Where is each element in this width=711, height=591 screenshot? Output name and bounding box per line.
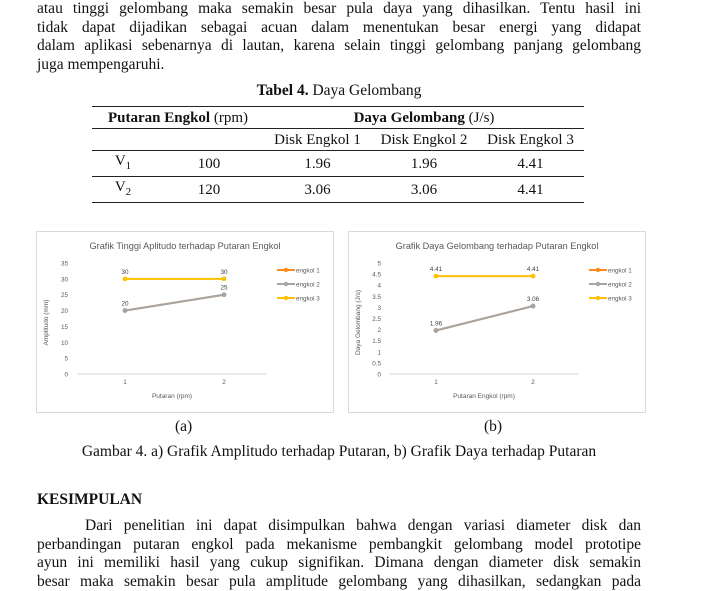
legend-entry: engkol 3 <box>608 295 632 303</box>
legend-marker <box>596 282 600 286</box>
data-point <box>222 292 227 297</box>
x-tick-label: 1 <box>123 379 127 386</box>
legend-entry: engkol 2 <box>296 281 320 289</box>
conclusion-line: ayun ini memiliki hasil yang cukup signifikan. Dimana dengan diameter disk semakin <box>37 554 641 572</box>
col-header-power-label: Daya Gelombang <box>353 109 465 126</box>
table-row <box>92 151 584 177</box>
legend-marker <box>596 268 600 272</box>
legend-entry: engkol 2 <box>608 281 632 289</box>
data-point <box>123 308 128 313</box>
table-cell: 1.96 <box>371 151 477 177</box>
table-cell: 4.41 <box>477 151 584 177</box>
data-point <box>434 328 439 333</box>
y-tick-label: 15 <box>60 323 68 331</box>
series-line-engkol-2 <box>125 295 224 311</box>
section-heading: KESIMPULAN <box>37 491 143 508</box>
x-axis-label: Putaran Engkol (rpm) <box>453 393 515 400</box>
y-axis-label: Amplitudo (mm) <box>43 299 50 346</box>
conclusion-line: perbandingan putaran engkol pada mekanisme pembangkit gelombang model prototipe <box>37 535 641 553</box>
table-caption <box>0 82 678 100</box>
legend-marker <box>284 296 288 300</box>
col-header-power-group <box>264 107 584 129</box>
intro-line: dalam aplikasi sebenarnya di lautan, karena selain tinggi gelombang panjang gelombang <box>37 37 641 55</box>
y-tick-label: 3.5 <box>372 293 381 301</box>
x-tick-label: 2 <box>531 379 535 386</box>
intro-paragraph <box>37 0 641 74</box>
x-tick-label: 1 <box>434 379 438 386</box>
data-label: 30 <box>121 268 129 276</box>
chart-title: Grafik Tinggi Aplitudo terhadap Putaran Engkol <box>89 241 281 251</box>
y-tick-label: 20 <box>60 308 68 316</box>
data-point <box>123 276 128 281</box>
intro-line: juga mempengaruhi. <box>37 55 165 73</box>
row-rpm: 100 <box>154 151 264 177</box>
y-tick-label: 5 <box>64 355 68 363</box>
table-cell: 3.06 <box>264 177 371 203</box>
data-point <box>531 304 536 309</box>
y-tick-label: 0 <box>377 371 381 379</box>
y-tick-label: 4.5 <box>372 271 381 279</box>
y-tick-label: 10 <box>60 339 68 347</box>
data-label: 30 <box>220 268 228 276</box>
legend-marker <box>284 268 288 272</box>
table-cell: 3.06 <box>371 177 477 203</box>
data-point <box>222 276 227 281</box>
figure-caption: Gambar 4. a) Grafik Amplitudo terhadap Putaran, b) Grafik Daya terhadap Putaran <box>81 443 597 460</box>
sub-header: Disk Engkol 1 <box>264 129 371 151</box>
data-label: 1.96 <box>429 320 443 328</box>
conclusion-paragraph <box>37 517 641 591</box>
legend-marker <box>284 282 288 286</box>
y-tick-label: 1.5 <box>372 338 381 346</box>
data-label: 25 <box>220 284 228 292</box>
table-cell: 4.41 <box>477 177 584 203</box>
x-axis-label: Putaran (rpm) <box>151 393 193 400</box>
power-chart-svg <box>349 232 645 412</box>
chart-title: Grafik Daya Gelombang terhadap Putaran Engkol <box>395 241 599 251</box>
y-axis-label: Daya Gelombang (J/s) <box>355 289 362 356</box>
legend-entry: engkol 1 <box>608 267 632 275</box>
power-table <box>92 106 584 203</box>
y-tick-label: 4 <box>377 282 381 290</box>
y-tick-label: 2 <box>377 327 381 335</box>
data-point <box>434 274 439 279</box>
series-line-engkol-2 <box>436 306 533 330</box>
table-caption-text: Daya Gelombang <box>308 82 422 99</box>
y-tick-label: 25 <box>60 292 68 300</box>
intro-line: atau tinggi gelombang maka semakin besar pula daya yang dihasilkan. Tentu hasil ini <box>37 0 641 17</box>
col-header-rpm-label: Putaran Engkol <box>107 109 211 126</box>
x-tick-label: 2 <box>222 379 226 386</box>
sub-header: Disk Engkol 2 <box>371 129 477 151</box>
table-caption-number: Tabel 4. <box>256 82 309 99</box>
y-tick-label: 0 <box>64 371 68 379</box>
data-label: 4.41 <box>526 266 540 274</box>
y-tick-label: 1 <box>377 349 381 357</box>
data-point <box>531 274 536 279</box>
row-label: $V_1$ <box>92 151 154 177</box>
amplitude-chart <box>36 231 334 413</box>
data-label: 3.06 <box>526 296 540 304</box>
data-label: 4.41 <box>429 266 443 274</box>
col-header-power-unit: (J/s) <box>464 109 495 126</box>
col-header-rpm-unit: (rpm) <box>210 109 248 126</box>
row-rpm: 120 <box>154 177 264 203</box>
amplitude-chart-svg <box>37 232 333 412</box>
legend-entry: engkol 1 <box>296 267 320 275</box>
y-tick-label: 5 <box>377 260 381 268</box>
y-tick-label: 35 <box>60 260 68 268</box>
table-row <box>92 177 584 203</box>
sub-label-b: (b) <box>484 418 503 435</box>
legend-marker <box>596 296 600 300</box>
table-cell: 1.96 <box>264 151 371 177</box>
legend-entry: engkol 3 <box>296 295 320 303</box>
y-tick-label: 3 <box>377 304 381 312</box>
col-header-rpm <box>92 107 264 129</box>
y-tick-label: 2.5 <box>372 316 381 323</box>
y-tick-label: 0.5 <box>372 360 381 368</box>
sub-label-a: (a) <box>175 418 193 435</box>
power-chart <box>348 231 646 413</box>
intro-line: tidak dapat dijadikan sebagai acuan dalam menentukan besar energi yang didapat <box>37 18 641 36</box>
sub-header: Disk Engkol 3 <box>477 129 584 151</box>
data-label: 20 <box>121 300 129 308</box>
y-tick-label: 30 <box>60 276 68 284</box>
conclusion-line: Dari penelitian ini dapat disimpulkan bahwa dengan variasi diameter disk dan <box>85 517 641 534</box>
row-label: $V_2$ <box>92 177 154 203</box>
conclusion-line: besar maka semakin besar pula amplitude gelombang yang dihasilkan, sedangkan pada <box>37 572 641 590</box>
